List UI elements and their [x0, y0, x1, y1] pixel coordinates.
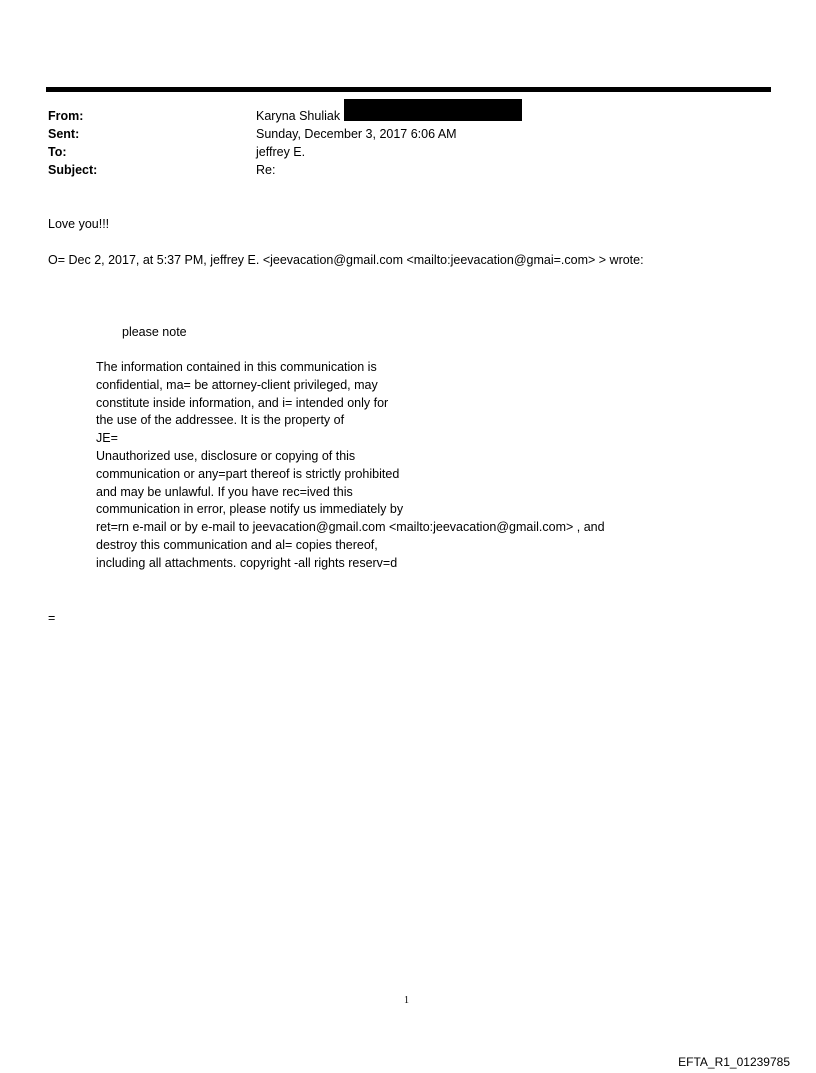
from-value: Karyna Shuliak	[256, 109, 341, 123]
subject-value: Re:	[256, 163, 276, 177]
disclaimer-line: communication or any=part thereof is strictly prohibited	[96, 466, 400, 481]
disclaimer-line: constitute inside information, and i= intended only for	[96, 395, 389, 410]
to-value: jeffrey E.	[256, 145, 306, 159]
disclaimer-line: including all attachments. copyright -all rights reserv=d	[96, 555, 398, 570]
subject-label: Subject:	[48, 163, 98, 177]
message-text: Love you!!!	[48, 217, 110, 231]
quote-intro: O= Dec 2, 2017, at 5:37 PM, jeffrey E. <jeevacation@gmail.com <mailto:jeevacation@gmai=.com> > wrote:	[48, 253, 644, 267]
sent-label: Sent:	[48, 127, 80, 141]
disclaimer-line: confidential, ma= be attorney-client privileged, may	[96, 377, 378, 392]
disclaimer-line: and may be unlawful. If you have rec=ived this	[96, 484, 353, 499]
to-label: To:	[48, 145, 67, 159]
disclaimer-block	[96, 359, 605, 573]
disclaimer-line: destroy this communication and al= copies thereof,	[96, 537, 378, 552]
please-note: please note	[122, 325, 187, 339]
from-label: From:	[48, 109, 84, 123]
trailing-text: =	[48, 611, 56, 625]
sent-value: Sunday, December 3, 2017 6:06 AM	[256, 127, 457, 141]
page-number: 1	[404, 995, 409, 1006]
redaction-box	[344, 99, 522, 121]
disclaimer-line: ret=rn e-mail or by e-mail to jeevacation@gmail.com <mailto:jeevacation@gmail.com> , and	[96, 520, 605, 535]
disclaimer-line: the use of the addressee. It is the property of	[96, 413, 345, 428]
disclaimer-line: The information contained in this communication is	[96, 360, 377, 374]
document-id: EFTA_R1_01239785	[678, 1055, 790, 1069]
disclaimer-line: JE=	[96, 431, 118, 446]
disclaimer-line: communication in error, please notify us immediately by	[96, 502, 404, 517]
header-rule	[46, 87, 771, 92]
disclaimer-line: Unauthorized use, disclosure or copying of this	[96, 448, 356, 463]
